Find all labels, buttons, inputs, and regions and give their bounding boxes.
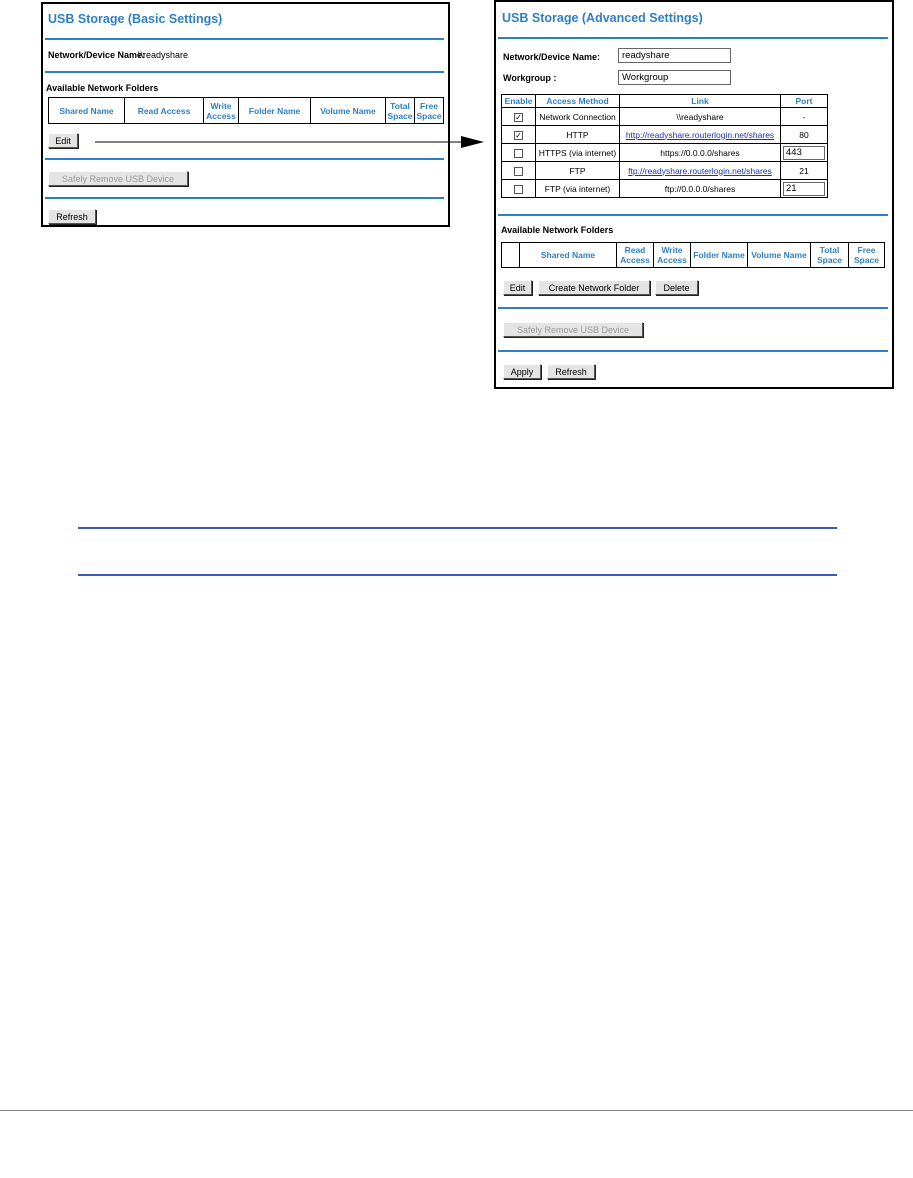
device-name-field[interactable]: readyshare — [618, 48, 731, 63]
edit-button[interactable]: Edit — [503, 280, 532, 295]
column-header-free-space: Free Space — [849, 243, 885, 268]
device-name-label: Network/Device Name: — [48, 50, 146, 60]
edit-button[interactable]: Edit — [48, 133, 78, 148]
access-method-cell: HTTPS (via internet) — [536, 144, 620, 162]
column-header-select — [502, 243, 520, 268]
column-header-folder-name: Folder Name — [691, 243, 748, 268]
column-header-volume-name: Volume Name — [311, 98, 386, 124]
port-cell: 80 — [781, 126, 828, 144]
advanced-page-title: USB Storage (Advanced Settings) — [502, 11, 703, 25]
https-port-field[interactable]: 443 — [783, 146, 825, 160]
access-method-cell: FTP — [536, 162, 620, 180]
safely-remove-usb-button: Safely Remove USB Device — [48, 171, 188, 186]
column-header-shared-name: Shared Name — [49, 98, 125, 124]
ftp-internet-port-field[interactable]: 21 — [783, 182, 825, 196]
table-row — [502, 126, 828, 144]
link-cell: ftp://0.0.0.0/shares — [620, 180, 781, 198]
enable-checkbox-https[interactable] — [514, 149, 523, 158]
column-header-link: Link — [620, 95, 781, 108]
column-header-write-access: Write Access — [654, 243, 691, 268]
divider — [498, 307, 888, 309]
divider — [498, 214, 888, 216]
create-network-folder-button[interactable]: Create Network Folder — [538, 280, 650, 295]
column-header-total-space: Total Space — [386, 98, 415, 124]
divider — [498, 37, 888, 39]
note-top-rule — [78, 527, 837, 529]
column-header-free-space: Free Space — [415, 98, 444, 124]
refresh-button[interactable]: Refresh — [48, 209, 96, 224]
access-method-cell: HTTP — [536, 126, 620, 144]
enable-checkbox-ftp[interactable] — [514, 167, 523, 176]
column-header-read-access: Read Access — [617, 243, 654, 268]
refresh-button[interactable]: Refresh — [547, 364, 595, 379]
access-method-cell: FTP (via internet) — [536, 180, 620, 198]
advanced-settings-panel — [494, 0, 894, 389]
workgroup-label: Workgroup : — [503, 73, 557, 83]
advanced-folders-table — [501, 242, 885, 268]
workgroup-field[interactable]: Workgroup — [618, 70, 731, 85]
column-header-volume-name: Volume Name — [748, 243, 811, 268]
column-header-write-access: Write Access — [204, 98, 239, 124]
link-cell: \\readyshare — [620, 108, 781, 126]
enable-checkbox-http[interactable]: ✓ — [515, 130, 522, 140]
table-row — [502, 162, 828, 180]
column-header-port: Port — [781, 95, 828, 108]
column-header-read-access: Read Access — [125, 98, 204, 124]
page-footer-rule — [0, 1110, 913, 1111]
delete-button[interactable]: Delete — [655, 280, 698, 295]
column-header-shared-name: Shared Name — [520, 243, 617, 268]
link-cell: https://0.0.0.0/shares — [620, 144, 781, 162]
table-row — [502, 108, 828, 126]
device-name-label: Network/Device Name: — [503, 52, 601, 62]
basic-page-title: USB Storage (Basic Settings) — [48, 12, 223, 26]
safely-remove-usb-button: Safely Remove USB Device — [503, 322, 643, 337]
access-method-table — [501, 94, 828, 198]
apply-button[interactable]: Apply — [503, 364, 541, 379]
table-row — [502, 180, 828, 198]
enable-checkbox-network-connection[interactable]: ✓ — [515, 112, 522, 122]
access-method-cell: Network Connection — [536, 108, 620, 126]
folders-label: Available Network Folders — [46, 83, 159, 93]
http-share-link[interactable]: http://readyshare.routerlogin.net/shares — [625, 129, 775, 140]
table-row — [502, 144, 828, 162]
enable-checkbox-ftp-internet[interactable] — [514, 185, 523, 194]
device-name-value: \\readyshare — [138, 50, 189, 60]
folders-label: Available Network Folders — [501, 225, 614, 235]
column-header-enable: Enable — [502, 95, 536, 108]
column-header-total-space: Total Space — [811, 243, 849, 268]
ftp-share-link[interactable]: ftp://readyshare.routerlogin.net/shares — [628, 165, 772, 176]
divider — [498, 350, 888, 352]
port-cell: - — [781, 108, 828, 126]
port-cell: 21 — [781, 162, 828, 180]
column-header-folder-name: Folder Name — [239, 98, 311, 124]
note-bottom-rule — [78, 574, 837, 576]
column-header-access-method: Access Method — [536, 95, 620, 108]
